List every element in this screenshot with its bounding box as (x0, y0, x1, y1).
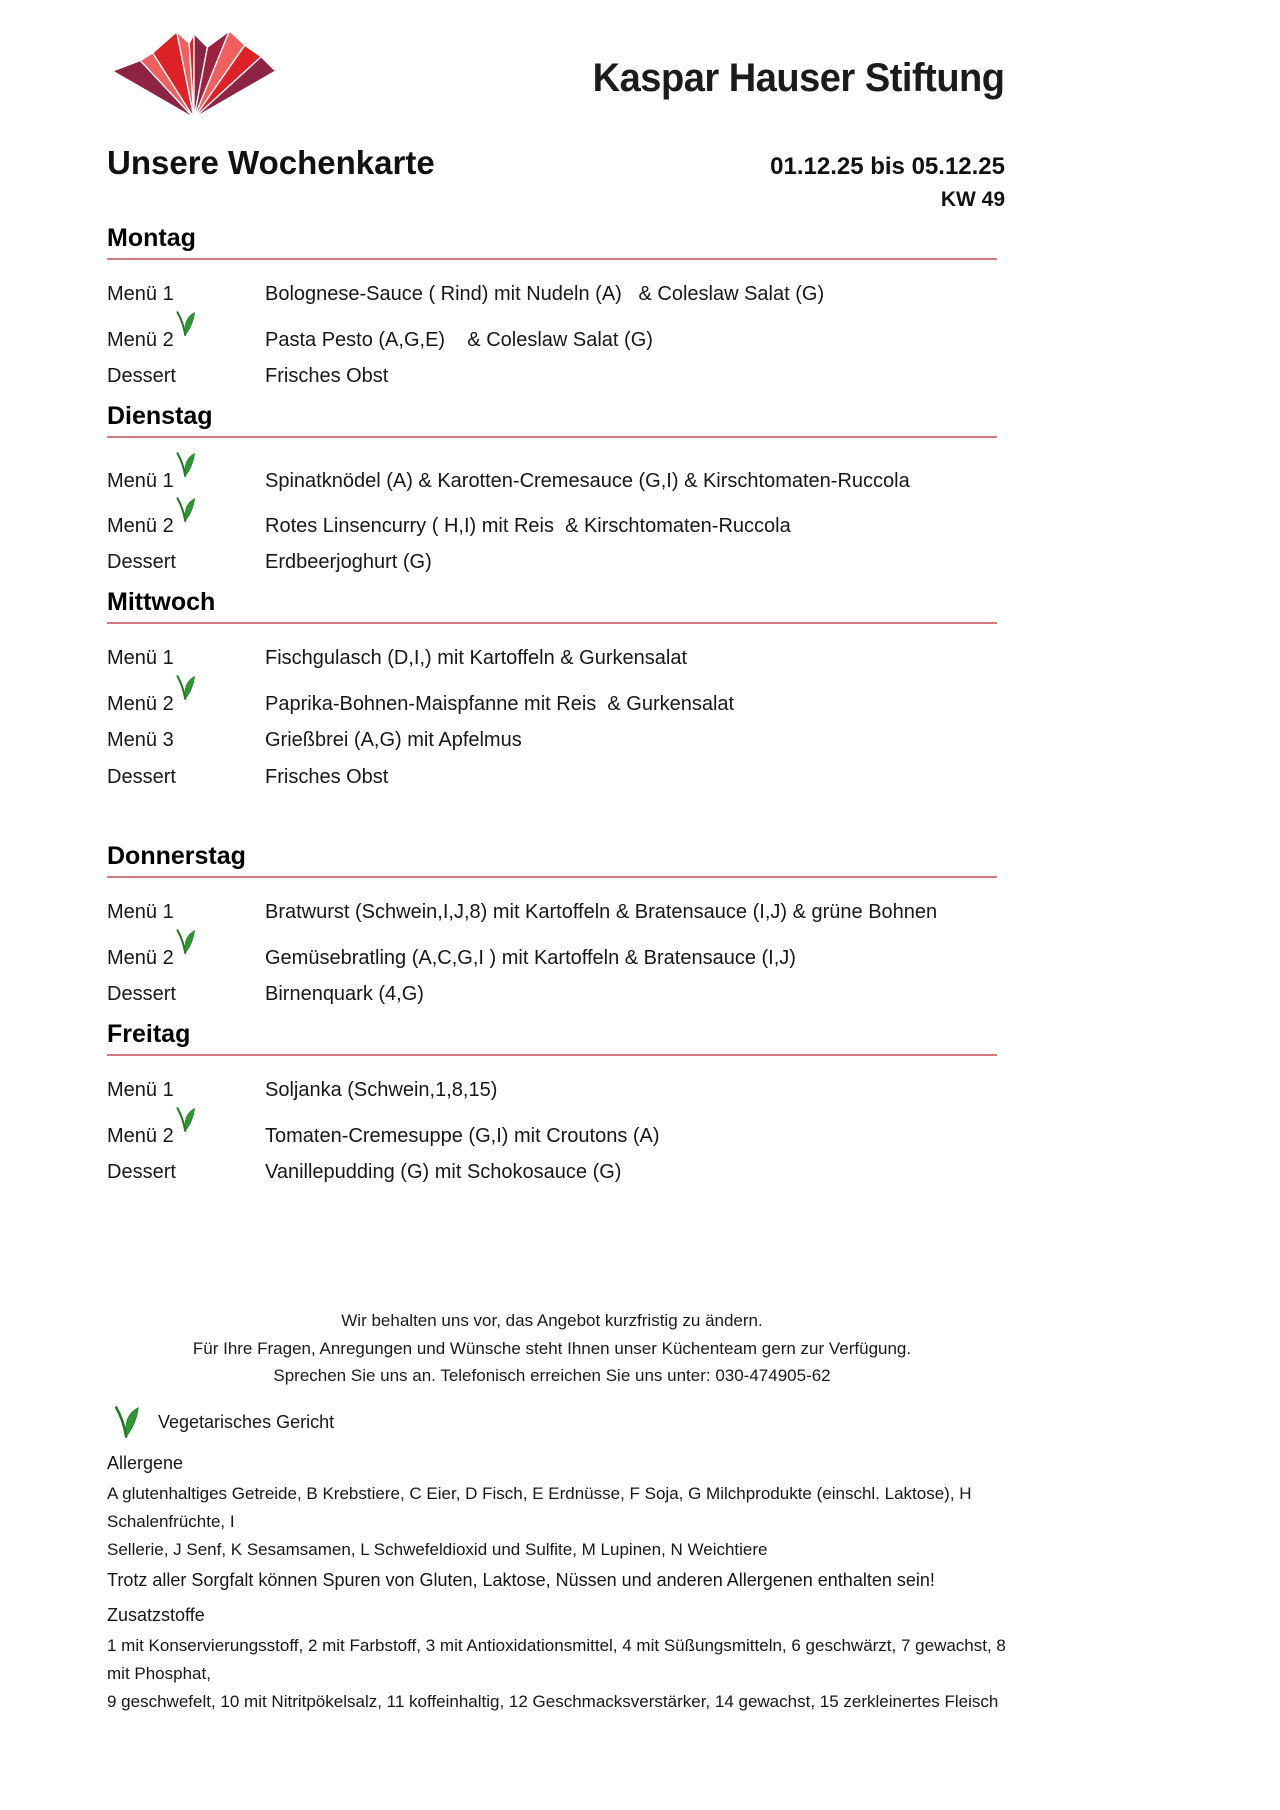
menu-label (107, 684, 265, 716)
footer-note-line: Sprechen Sie uns an. Telefonisch erreichen Sie uns unter: 030-474905-62 (273, 1366, 831, 1386)
allergene-text (107, 1480, 1027, 1564)
menu-row (107, 461, 1005, 493)
menu-label (107, 551, 265, 574)
menu-label-text: Dessert (107, 766, 176, 788)
menu-label-text: Menü 1 (107, 901, 174, 923)
menu-label-text: Menü 2 (107, 1125, 174, 1147)
menu-label-text: Menü 1 (107, 283, 174, 305)
menu-row (107, 365, 1005, 389)
dish-text: Rotes Linsencurry ( H,I) mit Reis & Kirschtomaten-Ruccola (265, 515, 791, 537)
dish-text: Fischgulasch (D,I,) mit Kartoffeln & Gurkensalat (265, 647, 688, 669)
menu-label-text: Menü 1 (107, 470, 174, 492)
dish-text: Erdbeerjoghurt (G) (265, 551, 432, 573)
dish-text: Grießbrei (A,G) mit Apfelmus (265, 729, 522, 751)
dish-text: Gemüsebratling (A,C,G,I ) mit Kartoffeln & Bratensauce (I,J) (265, 947, 796, 969)
menu-row (107, 320, 1005, 352)
day-heading-mittwoch: Mittwoch (107, 588, 997, 624)
vegetarian-sprout-icon (175, 675, 196, 701)
day-heading-montag: Montag (107, 224, 997, 260)
vegetarian-sprout-icon (175, 1107, 196, 1133)
menu-row (107, 729, 1005, 753)
vegetarian-legend-label: Vegetarisches Gericht (158, 1411, 335, 1432)
menu-label-text: Menü 2 (107, 329, 174, 351)
vegetarian-sprout-icon (175, 929, 196, 955)
allergene-line: Sellerie, J Senf, K Sesamsamen, L Schwefeldioxid und Sulfite, M Lupinen, N Weichtiere (107, 1539, 768, 1559)
menu-label (107, 938, 265, 970)
menu-label-text: Menü 2 (107, 515, 174, 537)
menu-label (107, 983, 265, 1006)
menu-row (107, 647, 1005, 671)
menu-label (107, 1116, 265, 1148)
page-title: Unsere Wochenkarte (107, 144, 435, 181)
dish-text: Tomaten-Cremesuppe (G,I) mit Croutons (A) (265, 1125, 660, 1147)
zusatzstoffe-line: 1 mit Konservierungsstoff, 2 mit Farbstoff, 3 mit Antioxidationsmittel, 4 mit Süßungsmitteln, 6 geschwärzt, 7 gewachst, 8 mit Phosphat, (107, 1635, 1006, 1683)
zusatzstoffe-heading: Zusatzstoffe (107, 1604, 205, 1625)
menu-label (107, 365, 265, 388)
day-heading-donnerstag: Donnerstag (107, 842, 997, 878)
day-section-dienstag (107, 402, 1005, 575)
menu-label-text: Menü 3 (107, 729, 174, 751)
week-number: KW 49 (940, 188, 1005, 211)
menu-row (107, 506, 1005, 538)
dish-text: Bratwurst (Schwein,I,J,8) mit Kartoffeln & Bratensauce (I,J) & grüne Bohnen (265, 901, 938, 923)
vegetarian-sprout-icon (175, 497, 196, 523)
day-section-mittwoch (107, 588, 1005, 790)
dish-text: Spinatknödel (A) & Karotten-Cremesauce (G,I) & Kirschtomaten-Ruccola (265, 470, 910, 492)
page-header (107, 26, 1005, 126)
vegetarian-sprout-icon (113, 1406, 140, 1439)
dish-text: Soljanka (Schwein,1,8,15) (265, 1079, 498, 1101)
menu-row (107, 551, 1005, 575)
day-heading-freitag: Freitag (107, 1020, 997, 1056)
menu-row (107, 1116, 1005, 1148)
vegetarian-legend (107, 1406, 1005, 1439)
menu-label (107, 766, 265, 789)
footer-note-line: Für Ihre Fragen, Anregungen und Wünsche steht Ihnen unser Küchenteam gern zur Verfügung. (192, 1338, 912, 1358)
vegetarian-sprout-icon (175, 311, 196, 337)
zusatzstoffe-line: 9 geschwefelt, 10 mit Nitritpökelsalz, 11 koffeinhaltig, 12 Geschmacksverstärker, 14 gewachst, 15 zerkleinertes Fleisch (107, 1691, 999, 1711)
menu-label (107, 901, 265, 924)
menu-row (107, 1079, 1005, 1103)
menu-row (107, 983, 1005, 1007)
zusatzstoffe-text (107, 1632, 1027, 1716)
menu-label (107, 461, 265, 493)
menu-label (107, 506, 265, 538)
date-range: 01.12.25 bis 05.12.25 (770, 153, 1005, 180)
menu-row (107, 901, 1005, 925)
footer-notes (107, 1307, 997, 1390)
menu-label-text: Dessert (107, 1161, 176, 1183)
allergen-warning: Trotz aller Sorgfalt können Spuren von Gluten, Laktose, Nüssen und anderen Allergenen enthalten sein! (107, 1569, 935, 1590)
menu-row (107, 283, 1005, 307)
menu-label-text: Dessert (107, 983, 176, 1005)
menu-label-text: Dessert (107, 365, 176, 387)
dish-text: Paprika-Bohnen-Maispfanne mit Reis & Gurkensalat (265, 693, 735, 715)
dish-text: Vanillepudding (G) mit Schokosauce (G) (265, 1161, 622, 1183)
allergene-heading: Allergene (107, 1452, 184, 1473)
menu-label-text: Menü 2 (107, 693, 174, 715)
menu-label-text: Menü 2 (107, 947, 174, 969)
menu-row (107, 1161, 1005, 1185)
day-heading-dienstag: Dienstag (107, 402, 997, 438)
menu-row (107, 938, 1005, 970)
menu-row (107, 766, 1005, 790)
vegetarian-sprout-icon (175, 452, 196, 478)
menu-label-text: Menü 1 (107, 1079, 174, 1101)
dish-text: Birnenquark (4,G) (265, 983, 424, 1005)
dish-text: Frisches Obst (265, 365, 389, 387)
dish-text: Pasta Pesto (A,G,E) & Coleslaw Salat (G) (265, 329, 653, 351)
title-row (107, 144, 1005, 182)
day-section-donnerstag (107, 842, 1005, 1007)
menu-row (107, 684, 1005, 716)
menu-label (107, 283, 265, 306)
day-section-freitag (107, 1020, 1005, 1185)
dish-text: Frisches Obst (265, 766, 389, 788)
menu-label (107, 729, 265, 752)
menu-label-text: Dessert (107, 551, 176, 573)
footer-note-line: Wir behalten uns vor, das Angebot kurzfristig zu ändern. (341, 1311, 763, 1330)
brand-title: Kaspar Hauser Stiftung (593, 56, 1005, 100)
allergene-line: A glutenhaltiges Getreide, B Krebstiere, C Eier, D Fisch, E Erdnüsse, F Soja, G Milchprodukte (einschl. Laktose), H Schalenfrüchte, I (107, 1483, 972, 1531)
dish-text: Bolognese-Sauce ( Rind) mit Nudeln (A) & Coleslaw Salat (G) (265, 283, 825, 305)
menu-label (107, 647, 265, 670)
menu-label (107, 320, 265, 352)
menu-label (107, 1079, 265, 1102)
menu-label (107, 1161, 265, 1184)
menu-label-text: Menü 1 (107, 647, 174, 669)
kaspar-hauser-logo-icon (111, 26, 277, 120)
day-section-montag (107, 224, 1005, 389)
